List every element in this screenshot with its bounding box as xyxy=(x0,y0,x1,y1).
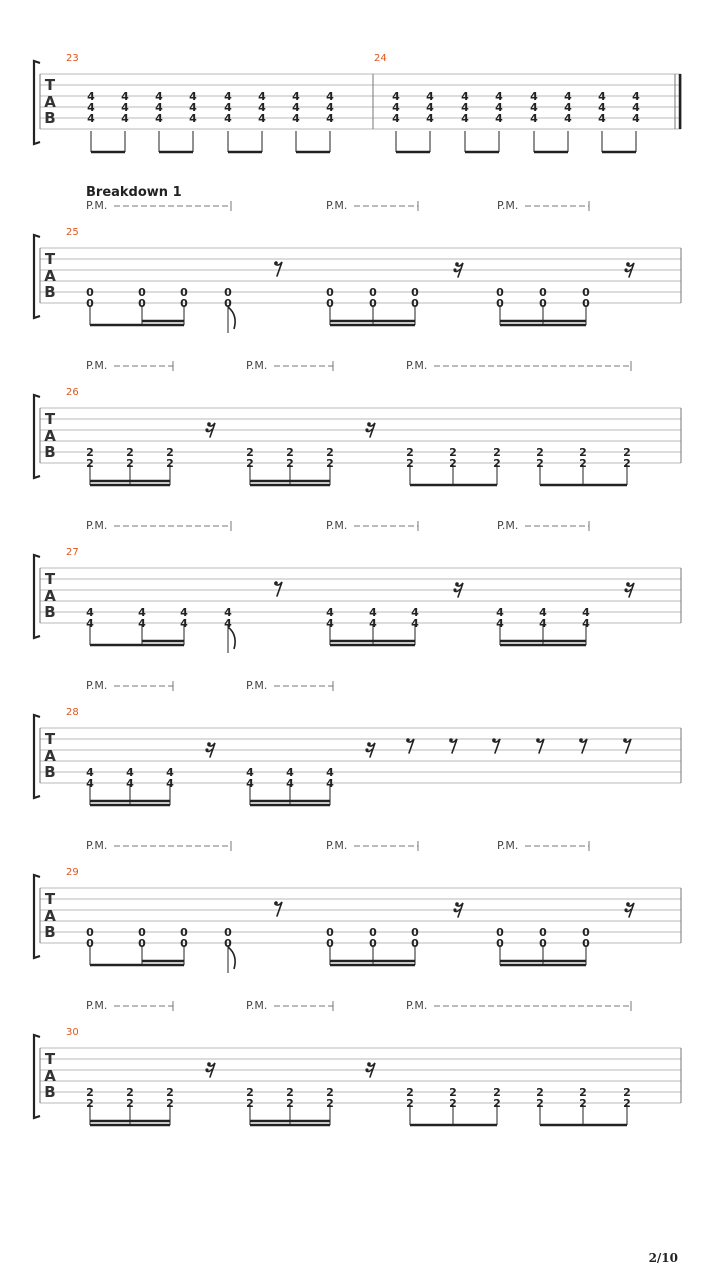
tab-clef-letter: B xyxy=(44,1083,56,1101)
fret-number: 0 xyxy=(369,926,377,939)
fret-number: 0 xyxy=(180,937,188,950)
tab-clef-letter: A xyxy=(44,267,56,285)
fret-number: 2 xyxy=(166,446,174,459)
rest-dot xyxy=(274,581,278,585)
fret-number: 4 xyxy=(286,766,294,779)
fret-number: 2 xyxy=(326,1097,334,1110)
staff-bracket xyxy=(34,715,40,798)
fret-number: 0 xyxy=(582,926,590,939)
fret-number: 0 xyxy=(138,297,146,310)
fret-number: 0 xyxy=(86,297,94,310)
fret-number: 0 xyxy=(369,937,377,950)
fret-number: 4 xyxy=(166,766,174,779)
fret-number: 2 xyxy=(166,1097,174,1110)
tab-system-7 xyxy=(34,999,681,1125)
fret-number: 0 xyxy=(539,297,547,310)
tab-clef-letter: A xyxy=(44,747,56,765)
rest-dot xyxy=(367,1062,371,1066)
fret-number: 2 xyxy=(246,446,254,459)
fret-number: 4 xyxy=(411,606,419,619)
fret-number: 2 xyxy=(449,457,457,470)
rest-dot xyxy=(207,1062,211,1066)
palm-mute-label: P.M. xyxy=(246,359,268,372)
fret-number: 0 xyxy=(411,926,419,939)
tab-clef-letter: A xyxy=(44,427,56,445)
fret-number: 0 xyxy=(224,286,232,299)
fret-number: 0 xyxy=(496,286,504,299)
fret-number: 0 xyxy=(369,286,377,299)
fret-number: 2 xyxy=(86,1086,94,1099)
fret-number: 2 xyxy=(406,446,414,459)
fret-number: 4 xyxy=(598,112,606,125)
fret-number: 2 xyxy=(536,446,544,459)
fret-number: 4 xyxy=(189,112,197,125)
fret-number: 0 xyxy=(138,926,146,939)
fret-number: 4 xyxy=(326,777,334,790)
fret-number: 0 xyxy=(326,297,334,310)
fret-number: 2 xyxy=(449,1086,457,1099)
palm-mute-label: P.M. xyxy=(497,519,519,532)
rest-dot xyxy=(274,901,278,905)
fret-number: 2 xyxy=(493,1086,501,1099)
fret-number: 4 xyxy=(530,112,538,125)
fret-number: 4 xyxy=(326,606,334,619)
rest-dot xyxy=(207,422,211,426)
fret-number: 2 xyxy=(86,446,94,459)
tab-clef-letter: T xyxy=(44,410,56,428)
tab-clef-letter: B xyxy=(44,603,56,621)
palm-mute-label: P.M. xyxy=(86,199,108,212)
rest-dot xyxy=(455,582,459,586)
fret-number: 4 xyxy=(461,112,469,125)
rest-dot xyxy=(626,582,630,586)
fret-number: 0 xyxy=(326,937,334,950)
fret-number: 2 xyxy=(126,1097,134,1110)
fret-number: 4 xyxy=(392,90,400,103)
bar-number: 27 xyxy=(66,547,79,558)
fret-number: 2 xyxy=(536,1097,544,1110)
bar-number: 25 xyxy=(66,227,79,238)
fret-number: 4 xyxy=(224,617,232,630)
rest-dot xyxy=(626,262,630,266)
palm-mute-label: P.M. xyxy=(86,679,108,692)
fret-number: 4 xyxy=(564,90,572,103)
fret-number: 4 xyxy=(495,112,503,125)
tab-system-2 xyxy=(34,185,681,333)
fret-number: 2 xyxy=(623,446,631,459)
fret-number: 4 xyxy=(495,90,503,103)
palm-mute-label: P.M. xyxy=(497,839,519,852)
staff-bracket xyxy=(34,395,40,478)
palm-mute-label: P.M. xyxy=(246,999,268,1012)
tab-clef-letter: T xyxy=(44,890,56,908)
fret-number: 4 xyxy=(258,90,266,103)
fret-number: 4 xyxy=(496,617,504,630)
fret-number: 4 xyxy=(326,101,334,114)
tab-clef-letter: T xyxy=(44,570,56,588)
rest-dot xyxy=(536,738,540,742)
rest-dot xyxy=(579,738,583,742)
fret-number: 2 xyxy=(286,1097,294,1110)
fret-number: 4 xyxy=(326,766,334,779)
fret-number: 4 xyxy=(87,101,95,114)
palm-mute-label: P.M. xyxy=(497,199,519,212)
fret-number: 2 xyxy=(536,1086,544,1099)
fret-number: 0 xyxy=(326,286,334,299)
palm-mute-label: P.M. xyxy=(406,999,428,1012)
fret-number: 4 xyxy=(86,777,94,790)
fret-number: 0 xyxy=(582,286,590,299)
fret-number: 4 xyxy=(246,766,254,779)
tab-clef-letter: T xyxy=(44,730,56,748)
fret-number: 4 xyxy=(166,777,174,790)
palm-mute-label: P.M. xyxy=(246,679,268,692)
fret-number: 4 xyxy=(138,617,146,630)
fret-number: 4 xyxy=(539,606,547,619)
fret-number: 0 xyxy=(582,937,590,950)
fret-number: 4 xyxy=(598,90,606,103)
tab-clef-letter: T xyxy=(44,1050,56,1068)
section-title: Breakdown 1 xyxy=(86,185,182,200)
fret-number: 4 xyxy=(530,101,538,114)
rest-dot xyxy=(367,742,371,746)
bar-number: 28 xyxy=(66,707,79,718)
fret-number: 4 xyxy=(87,112,95,125)
staff-bracket xyxy=(34,555,40,638)
tab-clef-letter: A xyxy=(44,907,56,925)
rest-dot xyxy=(492,738,496,742)
tab-clef-letter: B xyxy=(44,763,56,781)
fret-number: 4 xyxy=(180,606,188,619)
fret-number: 4 xyxy=(189,90,197,103)
fret-number: 4 xyxy=(126,777,134,790)
fret-number: 4 xyxy=(224,112,232,125)
fret-number: 0 xyxy=(138,937,146,950)
fret-number: 4 xyxy=(632,101,640,114)
fret-number: 0 xyxy=(539,286,547,299)
fret-number: 4 xyxy=(155,101,163,114)
fret-number: 4 xyxy=(582,617,590,630)
fret-number: 4 xyxy=(530,90,538,103)
fret-number: 4 xyxy=(224,90,232,103)
fret-number: 4 xyxy=(224,606,232,619)
fret-number: 4 xyxy=(426,101,434,114)
fret-number: 4 xyxy=(155,90,163,103)
fret-number: 2 xyxy=(579,1097,587,1110)
fret-number: 4 xyxy=(292,112,300,125)
palm-mute-label: P.M. xyxy=(86,839,108,852)
fret-number: 4 xyxy=(126,766,134,779)
palm-mute-label: P.M. xyxy=(86,359,108,372)
palm-mute-label: P.M. xyxy=(86,999,108,1012)
fret-number: 0 xyxy=(224,937,232,950)
fret-number: 0 xyxy=(496,297,504,310)
fret-number: 4 xyxy=(258,112,266,125)
fret-number: 2 xyxy=(406,1097,414,1110)
fret-number: 4 xyxy=(121,90,129,103)
fret-number: 2 xyxy=(246,457,254,470)
fret-number: 2 xyxy=(579,457,587,470)
tab-clef-letter: T xyxy=(44,76,56,94)
tab-clef-letter: B xyxy=(44,283,56,301)
fret-number: 4 xyxy=(326,112,334,125)
tab-system-5 xyxy=(34,679,681,805)
fret-number: 4 xyxy=(369,617,377,630)
fret-number: 0 xyxy=(138,286,146,299)
staff-bracket xyxy=(34,1035,40,1118)
bar-number: 23 xyxy=(66,53,79,64)
fret-number: 0 xyxy=(180,926,188,939)
tab-clef-letter: T xyxy=(44,250,56,268)
fret-number: 4 xyxy=(461,90,469,103)
fret-number: 4 xyxy=(138,606,146,619)
fret-number: 4 xyxy=(369,606,377,619)
fret-number: 4 xyxy=(87,90,95,103)
fret-number: 4 xyxy=(564,101,572,114)
rest-dot xyxy=(623,738,627,742)
fret-number: 2 xyxy=(326,1086,334,1099)
fret-number: 2 xyxy=(579,1086,587,1099)
fret-number: 0 xyxy=(369,297,377,310)
fret-number: 4 xyxy=(461,101,469,114)
tab-system-4 xyxy=(34,519,681,653)
fret-number: 2 xyxy=(126,446,134,459)
fret-number: 0 xyxy=(496,926,504,939)
fret-number: 4 xyxy=(326,617,334,630)
fret-number: 0 xyxy=(539,926,547,939)
fret-number: 4 xyxy=(392,112,400,125)
fret-number: 4 xyxy=(495,101,503,114)
fret-number: 4 xyxy=(189,101,197,114)
rest-dot xyxy=(406,738,410,742)
fret-number: 2 xyxy=(406,1086,414,1099)
fret-number: 2 xyxy=(86,1097,94,1110)
fret-number: 0 xyxy=(326,926,334,939)
fret-number: 4 xyxy=(258,101,266,114)
fret-number: 2 xyxy=(493,446,501,459)
fret-number: 4 xyxy=(224,101,232,114)
note-flag xyxy=(228,947,235,969)
tab-clef-letter: A xyxy=(44,587,56,605)
fret-number: 0 xyxy=(180,286,188,299)
fret-number: 2 xyxy=(493,1097,501,1110)
tab-clef-letter: B xyxy=(44,109,56,127)
fret-number: 4 xyxy=(292,90,300,103)
fret-number: 2 xyxy=(286,1086,294,1099)
palm-mute-label: P.M. xyxy=(406,359,428,372)
fret-number: 0 xyxy=(86,937,94,950)
fret-number: 2 xyxy=(326,457,334,470)
fret-number: 0 xyxy=(411,286,419,299)
fret-number: 2 xyxy=(286,446,294,459)
fret-number: 4 xyxy=(632,90,640,103)
fret-number: 4 xyxy=(426,90,434,103)
fret-number: 4 xyxy=(326,90,334,103)
palm-mute-label: P.M. xyxy=(326,519,348,532)
fret-number: 4 xyxy=(86,617,94,630)
fret-number: 4 xyxy=(286,777,294,790)
rest-dot xyxy=(455,262,459,266)
fret-number: 2 xyxy=(166,1086,174,1099)
fret-number: 2 xyxy=(246,1097,254,1110)
fret-number: 2 xyxy=(623,457,631,470)
fret-number: 0 xyxy=(496,937,504,950)
fret-number: 2 xyxy=(286,457,294,470)
fret-number: 0 xyxy=(411,297,419,310)
bar-number: 29 xyxy=(66,867,79,878)
fret-number: 2 xyxy=(126,457,134,470)
fret-number: 4 xyxy=(292,101,300,114)
fret-number: 4 xyxy=(632,112,640,125)
palm-mute-label: P.M. xyxy=(326,199,348,212)
rest-dot xyxy=(274,261,278,265)
tab-system-3 xyxy=(34,359,681,485)
rest-dot xyxy=(207,742,211,746)
fret-number: 2 xyxy=(579,446,587,459)
fret-number: 0 xyxy=(539,937,547,950)
fret-number: 4 xyxy=(155,112,163,125)
fret-number: 0 xyxy=(180,297,188,310)
fret-number: 4 xyxy=(564,112,572,125)
fret-number: 2 xyxy=(623,1097,631,1110)
fret-number: 4 xyxy=(392,101,400,114)
fret-number: 2 xyxy=(623,1086,631,1099)
tab-clef-letter: B xyxy=(44,443,56,461)
fret-number: 4 xyxy=(246,777,254,790)
staff-bracket xyxy=(34,61,40,144)
tab-clef-letter: B xyxy=(44,923,56,941)
fret-number: 0 xyxy=(86,926,94,939)
note-flag xyxy=(228,627,235,649)
fret-number: 4 xyxy=(121,112,129,125)
page-number: 2/10 xyxy=(648,1251,678,1265)
fret-number: 2 xyxy=(246,1086,254,1099)
bar-number: 30 xyxy=(66,1027,79,1038)
rest-dot xyxy=(455,902,459,906)
tab-system-6 xyxy=(34,839,681,973)
fret-number: 4 xyxy=(411,617,419,630)
fret-number: 0 xyxy=(224,297,232,310)
fret-number: 2 xyxy=(449,446,457,459)
fret-number: 2 xyxy=(326,446,334,459)
fret-number: 2 xyxy=(166,457,174,470)
note-flag xyxy=(228,307,235,329)
fret-number: 0 xyxy=(224,926,232,939)
fret-number: 4 xyxy=(180,617,188,630)
staff-bracket xyxy=(34,875,40,958)
rest-dot xyxy=(626,902,630,906)
tab-system-1 xyxy=(34,53,681,152)
tab-clef-letter: A xyxy=(44,93,56,111)
fret-number: 2 xyxy=(536,457,544,470)
staff-bracket xyxy=(34,235,40,318)
fret-number: 4 xyxy=(426,112,434,125)
palm-mute-label: P.M. xyxy=(86,519,108,532)
tab-clef-letter: A xyxy=(44,1067,56,1085)
fret-number: 0 xyxy=(411,937,419,950)
palm-mute-label: P.M. xyxy=(326,839,348,852)
fret-number: 2 xyxy=(86,457,94,470)
fret-number: 4 xyxy=(86,766,94,779)
fret-number: 2 xyxy=(406,457,414,470)
bar-number: 26 xyxy=(66,387,79,398)
fret-number: 0 xyxy=(86,286,94,299)
fret-number: 4 xyxy=(496,606,504,619)
fret-number: 0 xyxy=(582,297,590,310)
fret-number: 4 xyxy=(86,606,94,619)
fret-number: 4 xyxy=(598,101,606,114)
fret-number: 4 xyxy=(121,101,129,114)
fret-number: 2 xyxy=(126,1086,134,1099)
rest-dot xyxy=(449,738,453,742)
fret-number: 2 xyxy=(493,457,501,470)
fret-number: 2 xyxy=(449,1097,457,1110)
fret-number: 4 xyxy=(539,617,547,630)
fret-number: 4 xyxy=(582,606,590,619)
rest-dot xyxy=(367,422,371,426)
bar-number: 24 xyxy=(374,53,387,64)
